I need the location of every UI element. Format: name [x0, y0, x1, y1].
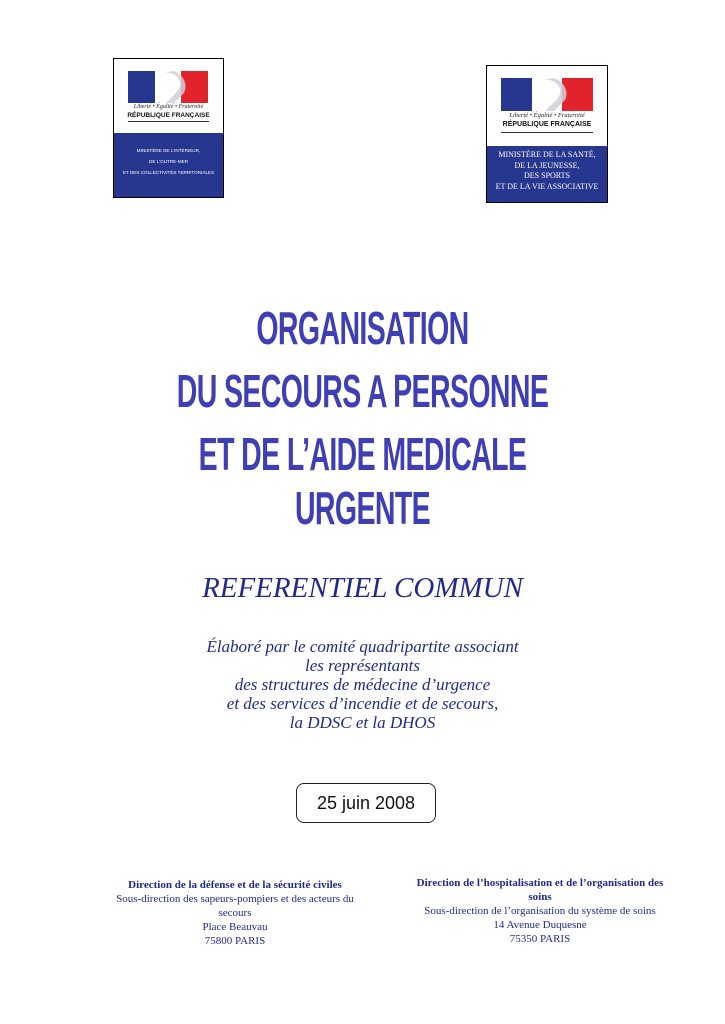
ministry-band — [487, 146, 607, 202]
intro-line: les représentants — [304, 656, 421, 675]
document-subtitle: REFERENTIEL COMMUN — [202, 572, 523, 604]
footer-ddsc — [100, 878, 370, 948]
ministry-line: ET DE LA VIE ASSOCIATIVE — [495, 181, 599, 191]
footer-heading: Direction de la défense et de la sécurité civiles — [128, 879, 342, 891]
republique-text: RÉPUBLIQUE FRANÇAISE — [127, 112, 210, 119]
ministry-line: MINISTÈRE DE L'INTÉRIEUR, — [136, 148, 201, 153]
footer-line: 14 Avenue Duquesne — [493, 919, 587, 931]
footer-line: Sous-direction de l’organisation du système de soins — [424, 905, 656, 917]
marianne-icon — [150, 71, 190, 103]
ministry-line: DE L'OUTRE-MER — [149, 159, 188, 164]
document-title-line-2: DU SECOURS A PERSONNE — [176, 365, 549, 417]
logo-ministere-sante — [486, 65, 608, 203]
ministry-line: DES SPORTS — [524, 171, 570, 180]
footer-heading: Direction de l’hospitalisation et de l’organisation des soins — [416, 877, 664, 903]
intro-line: et des services d’incendie et de secours, — [226, 694, 499, 713]
republique-text: RÉPUBLIQUE FRANÇAISE — [502, 121, 592, 128]
intro-paragraph — [0, 637, 725, 732]
document-title-line-1: ORGANISATION — [256, 302, 469, 354]
ministry-band — [114, 133, 223, 197]
ministry-line: DE LA JEUNESSE, — [514, 160, 580, 170]
logo-ministere-interieur — [113, 58, 224, 198]
marianne-icon — [527, 78, 571, 111]
footer-line: Sous-direction des sapeurs-pompiers et des acteurs du secours — [116, 893, 354, 919]
date-box: 25 juin 2008 — [296, 783, 436, 823]
footer-dhos — [405, 876, 675, 946]
motto-text: Liberté • Égalité • Fraternité — [133, 104, 204, 110]
ministry-line: MINISTÈRE DE LA SANTÉ, — [498, 150, 596, 159]
intro-line: Élaboré par le comité quadripartite associant — [206, 637, 519, 656]
intro-line: la DDSC et la DHOS — [289, 713, 436, 732]
footer-line: 75350 PARIS — [509, 933, 571, 945]
footer-line: Place Beauvau — [202, 921, 268, 933]
ministry-line: ET DES COLLECTIVITÉS TERRITORIALES — [122, 170, 215, 175]
footer-line: 75800 PARIS — [204, 935, 266, 947]
intro-line: des structures de médecine d’urgence — [234, 675, 491, 694]
document-title-line-3: ET DE L’AIDE MEDICALE URGENTE — [198, 428, 527, 534]
motto-text: Liberté • Égalité • Fraternité — [509, 112, 585, 119]
